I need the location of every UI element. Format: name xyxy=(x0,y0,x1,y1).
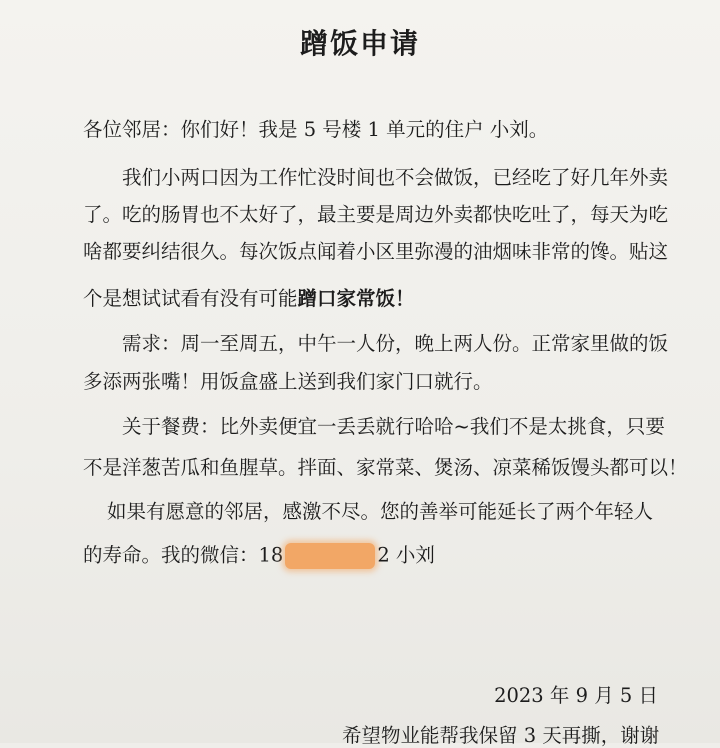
paragraph-3-line-2: 不是洋葱苦瓜和鱼腥草。拌面、家常菜、煲汤、凉菜稀饭馒头都可以！ xyxy=(83,456,688,479)
paragraph-1-line-4 xyxy=(83,289,415,309)
document-title: 蹭饭申请 xyxy=(299,27,420,60)
wechat-label: 的寿命。我的微信：18 xyxy=(83,543,284,567)
paragraph-2-line-1: 需求：周一至周五，中午一人份，晚上两人份。正常家里做的饭 xyxy=(122,332,669,355)
date-line: 2023 年 9 月 5 日 xyxy=(494,684,658,707)
greeting-line: 各位邻居：你们好！我是 5 号楼 1 单元的住户 小刘。 xyxy=(83,118,549,141)
paragraph-4-line-1: 如果有愿意的邻居，感激不尽。您的善举可能延长了两个年轻人 xyxy=(107,500,654,523)
redaction-mark xyxy=(285,543,375,569)
paragraph-3-line-1: 关于餐费：比外卖便宜一丢丢就行哈哈~我们不是太挑食，只要 xyxy=(122,415,665,438)
paragraph-4-line-2 xyxy=(83,543,435,569)
paragraph-1-line-4-text: 个是想试试看有没有可能 xyxy=(83,287,298,310)
paragraph-1-line-1: 我们小两口因为工作忙没时间也不会做饭，已经吃了好几年外卖 xyxy=(122,166,669,189)
wechat-suffix: 2 小刘 xyxy=(377,543,435,567)
paragraph-1-line-3: 啥都要纠结很久。每次饭点闻着小区里弥漫的油烟味非常的馋。贴这 xyxy=(83,240,669,263)
paragraph-2-line-2: 多添两张嘴！用饭盒盛上送到我们家门口就行。 xyxy=(83,370,493,393)
paragraph-1-line-4-emphasis: 蹭口家常饭！ xyxy=(297,287,415,310)
paragraph-1-line-2: 了。吃的肠胃也不太好了，最主要是周边外卖都快吃吐了，每天为吃 xyxy=(83,203,669,226)
footnote-line: 希望物业能帮我保留 3 天再撕，谢谢 xyxy=(342,724,660,747)
